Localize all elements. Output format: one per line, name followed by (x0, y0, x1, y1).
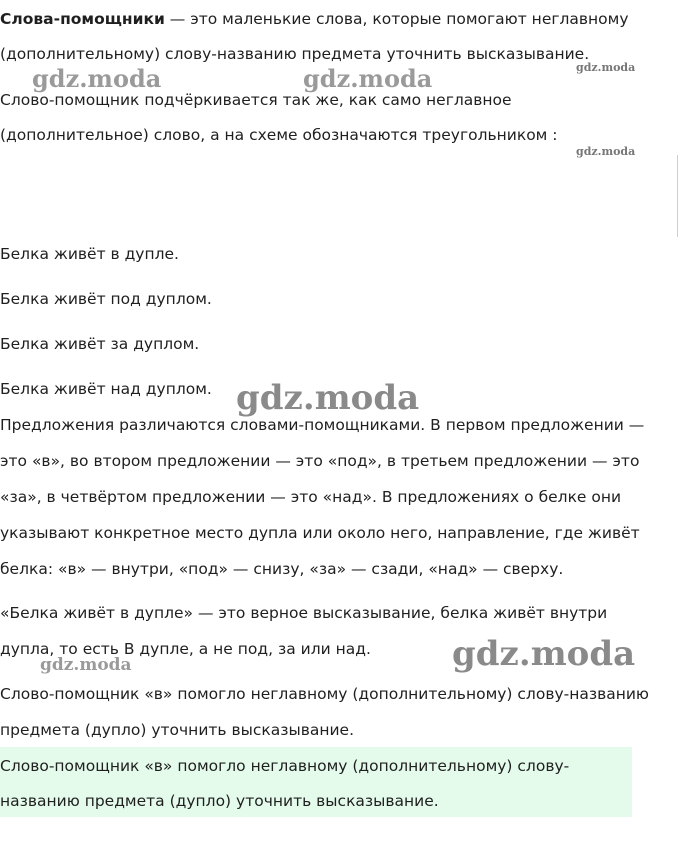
definition-text: — это маленькие слова, которые помогают неглавному (164, 10, 629, 28)
answer-box (0, 747, 632, 817)
explanation-line-4: указывают конкретное место дупла или около него, направление, где живёт (0, 524, 640, 542)
watermark: gdz.moda (303, 64, 433, 93)
answer-line-2: названию предмета (дупло) уточнить высказывание. (0, 792, 439, 810)
example-3: Белка живёт за дуплом. (0, 335, 200, 353)
watermark: gdz.moda (40, 655, 132, 675)
term: Слова-помощники (0, 10, 165, 28)
definition-line-1 (0, 9, 629, 29)
conclusion-line-2: дупла, то есть В дупле, а не под, за или над. (0, 640, 371, 658)
watermark: gdz.moda (576, 61, 636, 74)
rule-line-2: (дополнительное) слово, а на схеме обозначаются треугольником : (0, 126, 558, 144)
example-2: Белка живёт под дуплом. (0, 290, 212, 308)
answer-line-1: Слово-помощник «в» помогло неглавному (дополнительному) слову- (0, 757, 570, 775)
explanation-line-2: это «в», во втором предложении — это «под», в третьем предложении — это (0, 452, 640, 470)
explanation-line-3: «за», в четвёртом предложении — это «над». В предложениях о белке они (0, 488, 622, 506)
explanation-line-1: Предложения различаются словами-помощниками. В первом предложении — (0, 416, 645, 434)
definition-line-2: (дополнительному) слову-названию предмета уточнить высказывание. (0, 45, 590, 63)
conclusion-line-1: «Белка живёт в дупле» — это верное высказывание, белка живёт внутри (0, 604, 608, 622)
watermark: gdz.moda (32, 64, 162, 93)
rule-line-1: Слово-помощник подчёркивается так же, как само неглавное (0, 91, 512, 109)
divider (677, 155, 678, 237)
watermark: gdz.moda (236, 378, 420, 418)
explanation-line-5: белка: «в» — внутри, «под» — снизу, «за» — сзади, «над» — сверху. (0, 560, 564, 578)
conclusion-line-3: Слово-помощник «в» помогло неглавному (дополнительному) слову-названию (0, 685, 649, 703)
example-1: Белка живёт в дупле. (0, 245, 179, 263)
example-4: Белка живёт над дуплом. (0, 380, 212, 398)
conclusion-line-4: предмета (дупло) уточнить высказывание. (0, 721, 355, 739)
watermark: gdz.moda (576, 145, 636, 158)
watermark: gdz.moda (452, 634, 636, 674)
